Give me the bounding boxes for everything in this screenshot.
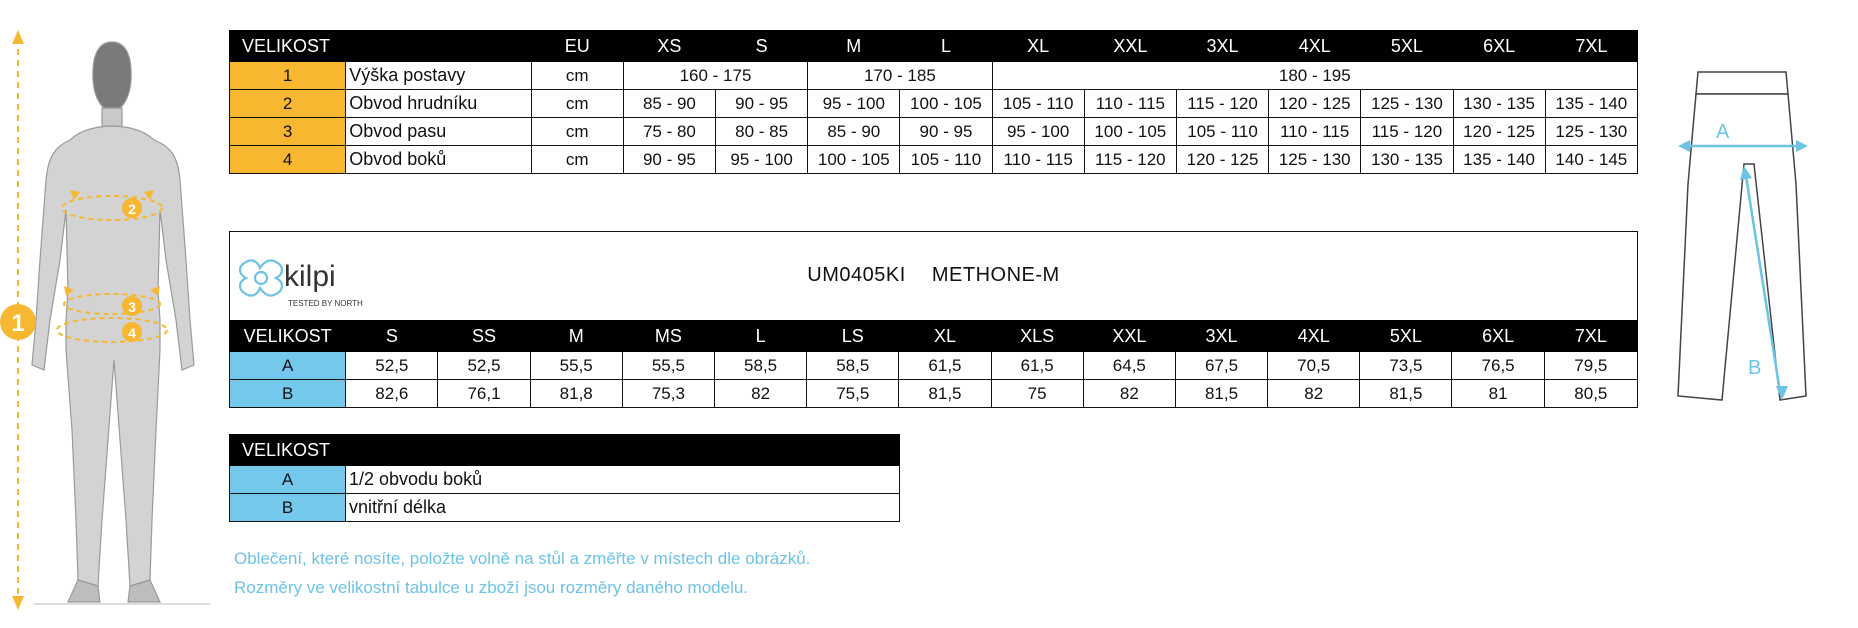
value-cell: 75,3 xyxy=(622,380,714,408)
row-number: 4 xyxy=(230,146,346,174)
size-table-header xyxy=(230,31,1638,62)
value-cell: 55,5 xyxy=(530,352,622,380)
model-name: METHONE-M xyxy=(931,264,1060,286)
value-cell: 81,5 xyxy=(1360,380,1452,408)
size-table xyxy=(229,30,1638,174)
value-cell: 110 - 115 xyxy=(1269,118,1361,146)
header-cell: XL xyxy=(992,31,1084,62)
header-cell: SS xyxy=(438,321,530,352)
marker-3 xyxy=(122,296,142,316)
value-cell: 85 - 90 xyxy=(623,90,715,118)
pants-diagram xyxy=(1670,64,1820,414)
value-cell: 100 - 105 xyxy=(808,146,900,174)
row-number: 2 xyxy=(230,90,346,118)
value-cell: 90 - 95 xyxy=(900,118,992,146)
marker-1 xyxy=(0,304,36,340)
value-cell: 120 - 125 xyxy=(1176,146,1268,174)
value-cell: 105 - 110 xyxy=(1176,118,1268,146)
header-cell: 5XL xyxy=(1361,31,1453,62)
body-figure xyxy=(0,20,230,620)
svg-text:kilpi: kilpi xyxy=(284,260,336,293)
value-cell: 79,5 xyxy=(1544,352,1637,380)
header-cell: XXL xyxy=(1083,321,1175,352)
value-cell: 81,8 xyxy=(530,380,622,408)
header-cell: M xyxy=(808,31,900,62)
svg-text:1: 1 xyxy=(11,310,25,337)
value-cell: 85 - 90 xyxy=(808,118,900,146)
product-table xyxy=(229,320,1638,408)
value-cell: 95 - 100 xyxy=(808,90,900,118)
unit-cell: cm xyxy=(531,146,623,174)
value-cell: 135 - 140 xyxy=(1453,146,1545,174)
header-cell: LS xyxy=(807,321,899,352)
value-cell: 160 - 175 xyxy=(623,62,807,90)
value-cell: 52,5 xyxy=(346,352,438,380)
value-cell: 70,5 xyxy=(1268,352,1360,380)
marker-4 xyxy=(122,322,142,342)
value-cell: 90 - 95 xyxy=(623,146,715,174)
value-cell: 61,5 xyxy=(991,352,1083,380)
value-cell: 115 - 120 xyxy=(1176,90,1268,118)
value-cell: 125 - 130 xyxy=(1545,118,1637,146)
header-cell: S xyxy=(716,31,808,62)
value-cell: 82 xyxy=(1083,380,1175,408)
svg-text:4: 4 xyxy=(128,325,136,341)
header-cell: MS xyxy=(622,321,714,352)
header-cell: EU xyxy=(531,31,623,62)
header-cell: 7XL xyxy=(1544,321,1637,352)
value-cell: 90 - 95 xyxy=(716,90,808,118)
header-cell: 5XL xyxy=(1360,321,1452,352)
row-number: 1 xyxy=(230,62,346,90)
value-cell: 82 xyxy=(714,380,806,408)
value-cell: 125 - 130 xyxy=(1361,90,1453,118)
value-cell: 125 - 130 xyxy=(1269,146,1361,174)
value-cell: 120 - 125 xyxy=(1453,118,1545,146)
label-a: A xyxy=(1716,121,1730,143)
value-cell: 58,5 xyxy=(714,352,806,380)
header-cell: XLS xyxy=(991,321,1083,352)
value-cell: 73,5 xyxy=(1360,352,1452,380)
header-cell: VELIKOST xyxy=(230,31,346,62)
header-cell: XS xyxy=(623,31,715,62)
product-table-header xyxy=(230,321,1638,352)
table-row xyxy=(230,494,900,522)
value-cell: 105 - 110 xyxy=(992,90,1084,118)
value-cell: 76,1 xyxy=(438,380,530,408)
table-row xyxy=(230,146,1638,174)
header-cell: S xyxy=(346,321,438,352)
value-cell: 130 - 135 xyxy=(1453,90,1545,118)
header-cell: 3XL xyxy=(1175,321,1267,352)
marker-2 xyxy=(122,198,142,218)
value-cell: 120 - 125 xyxy=(1269,90,1361,118)
value-cell: 75,5 xyxy=(807,380,899,408)
row-label: Výška postavy xyxy=(346,62,531,90)
value-cell: 81,5 xyxy=(1175,380,1267,408)
value-cell: 80 - 85 xyxy=(716,118,808,146)
unit-cell: cm xyxy=(531,90,623,118)
legend-table xyxy=(229,434,900,522)
header-cell: M xyxy=(530,321,622,352)
legend-text: vnitřní délka xyxy=(346,494,900,522)
value-cell: 170 - 185 xyxy=(808,62,992,90)
unit-cell: cm xyxy=(531,118,623,146)
model-code: UM0405KI xyxy=(807,264,906,286)
row-label: Obvod hrudníku xyxy=(346,90,531,118)
table-row xyxy=(230,466,900,494)
header-cell xyxy=(346,31,531,62)
value-cell: 80,5 xyxy=(1544,380,1637,408)
row-key: A xyxy=(230,466,346,494)
value-cell: 58,5 xyxy=(807,352,899,380)
value-cell: 110 - 115 xyxy=(992,146,1084,174)
value-cell: 82 xyxy=(1268,380,1360,408)
value-cell: 130 - 135 xyxy=(1361,146,1453,174)
svg-text:TESTED BY NORTH: TESTED BY NORTH xyxy=(288,299,363,308)
value-cell: 75 xyxy=(991,380,1083,408)
value-cell: 180 - 195 xyxy=(992,62,1637,90)
header-cell: 4XL xyxy=(1268,321,1360,352)
value-cell: 64,5 xyxy=(1083,352,1175,380)
value-cell: 100 - 105 xyxy=(1084,118,1176,146)
note-line-2: Rozměry ve velikostní tabulce u zboží jsou rozměry daného modelu. xyxy=(234,578,749,597)
row-label: Obvod boků xyxy=(346,146,531,174)
value-cell: 75 - 80 xyxy=(623,118,715,146)
value-cell: 81,5 xyxy=(899,380,991,408)
value-cell: 95 - 100 xyxy=(716,146,808,174)
header-cell: L xyxy=(714,321,806,352)
value-cell: 76,5 xyxy=(1452,352,1544,380)
value-cell: 95 - 100 xyxy=(992,118,1084,146)
header-cell: VELIKOST xyxy=(230,435,900,466)
row-key: A xyxy=(230,352,346,380)
legend-text: 1/2 obvodu boků xyxy=(346,466,900,494)
header-cell: 4XL xyxy=(1269,31,1361,62)
model-header xyxy=(229,231,1638,320)
value-cell: 67,5 xyxy=(1175,352,1267,380)
value-cell: 55,5 xyxy=(622,352,714,380)
model-title xyxy=(230,264,1637,287)
note-line-1: Oblečení, které nosíte, položte volně na stůl a změřte v místech dle obrázků. xyxy=(234,549,811,568)
header-cell: L xyxy=(900,31,992,62)
value-cell: 110 - 115 xyxy=(1084,90,1176,118)
row-label: Obvod pasu xyxy=(346,118,531,146)
value-cell: 115 - 120 xyxy=(1084,146,1176,174)
legend-table-header xyxy=(230,435,900,466)
value-cell: 115 - 120 xyxy=(1361,118,1453,146)
value-cell: 82,6 xyxy=(346,380,438,408)
value-cell: 61,5 xyxy=(899,352,991,380)
unit-cell: cm xyxy=(531,62,623,90)
label-b: B xyxy=(1748,357,1762,379)
header-cell: XL xyxy=(899,321,991,352)
value-cell: 135 - 140 xyxy=(1545,90,1637,118)
header-cell: 3XL xyxy=(1176,31,1268,62)
row-number: 3 xyxy=(230,118,346,146)
table-row xyxy=(230,380,1638,408)
value-cell: 140 - 145 xyxy=(1545,146,1637,174)
table-row xyxy=(230,352,1638,380)
svg-text:3: 3 xyxy=(128,299,136,315)
row-key: B xyxy=(230,380,346,408)
header-cell: XXL xyxy=(1084,31,1176,62)
table-row xyxy=(230,118,1638,146)
value-cell: 105 - 110 xyxy=(900,146,992,174)
table-row xyxy=(230,90,1638,118)
value-cell: 52,5 xyxy=(438,352,530,380)
table-row xyxy=(230,62,1638,90)
header-cell: 7XL xyxy=(1545,31,1637,62)
value-cell: 81 xyxy=(1452,380,1544,408)
header-cell: 6XL xyxy=(1452,321,1544,352)
header-cell: VELIKOST xyxy=(230,321,346,352)
row-key: B xyxy=(230,494,346,522)
value-cell: 100 - 105 xyxy=(900,90,992,118)
svg-text:2: 2 xyxy=(128,201,136,217)
header-cell: 6XL xyxy=(1453,31,1545,62)
